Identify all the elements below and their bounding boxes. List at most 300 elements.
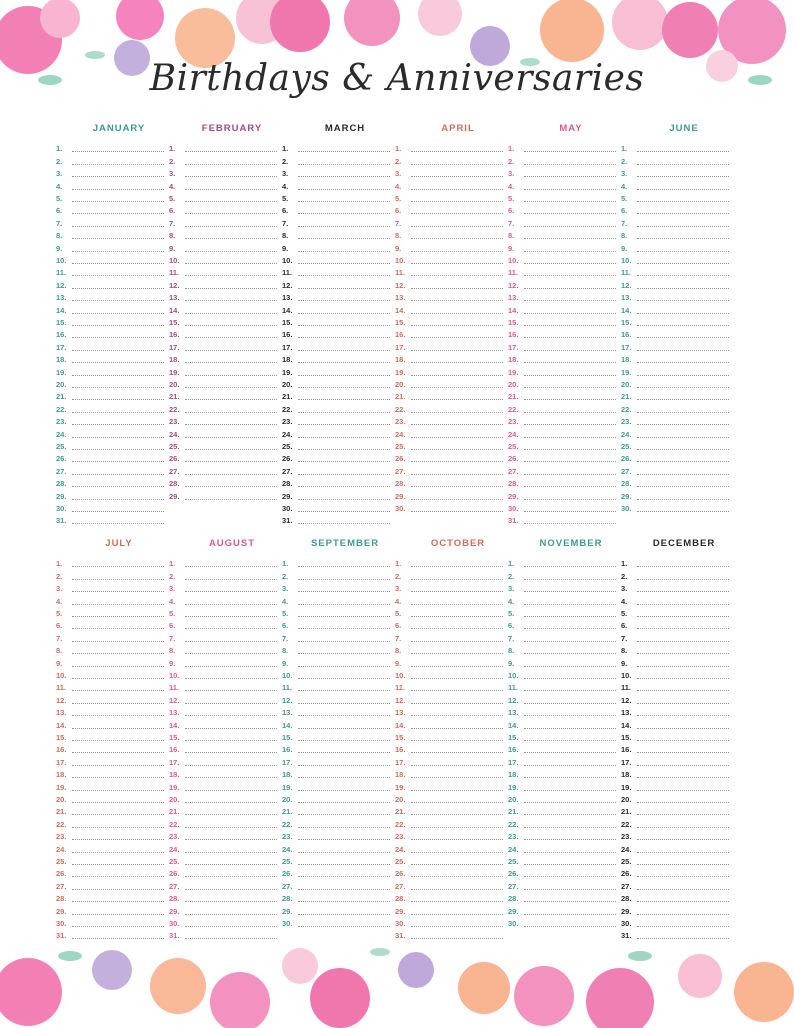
write-in-line[interactable] bbox=[524, 790, 616, 791]
write-in-line[interactable] bbox=[298, 876, 390, 877]
write-in-line[interactable] bbox=[298, 201, 390, 202]
write-in-line[interactable] bbox=[72, 300, 164, 301]
write-in-line[interactable] bbox=[524, 523, 616, 524]
write-in-line[interactable] bbox=[185, 499, 277, 500]
write-in-line[interactable] bbox=[524, 437, 616, 438]
write-in-line[interactable] bbox=[298, 412, 390, 413]
write-in-line[interactable] bbox=[411, 690, 503, 691]
write-in-line[interactable] bbox=[411, 678, 503, 679]
write-in-line[interactable] bbox=[72, 375, 164, 376]
write-in-line[interactable] bbox=[411, 839, 503, 840]
write-in-line[interactable] bbox=[637, 901, 729, 902]
write-in-line[interactable] bbox=[411, 213, 503, 214]
write-in-line[interactable] bbox=[72, 325, 164, 326]
write-in-line[interactable] bbox=[298, 151, 390, 152]
write-in-line[interactable] bbox=[185, 313, 277, 314]
write-in-line[interactable] bbox=[72, 765, 164, 766]
write-in-line[interactable] bbox=[524, 566, 616, 567]
write-in-line[interactable] bbox=[411, 387, 503, 388]
write-in-line[interactable] bbox=[185, 176, 277, 177]
write-in-line[interactable] bbox=[524, 151, 616, 152]
write-in-line[interactable] bbox=[72, 827, 164, 828]
write-in-line[interactable] bbox=[185, 914, 277, 915]
write-in-line[interactable] bbox=[298, 591, 390, 592]
write-in-line[interactable] bbox=[185, 350, 277, 351]
write-in-line[interactable] bbox=[185, 275, 277, 276]
write-in-line[interactable] bbox=[524, 765, 616, 766]
write-in-line[interactable] bbox=[637, 690, 729, 691]
write-in-line[interactable] bbox=[185, 864, 277, 865]
write-in-line[interactable] bbox=[411, 641, 503, 642]
write-in-line[interactable] bbox=[185, 889, 277, 890]
write-in-line[interactable] bbox=[72, 189, 164, 190]
write-in-line[interactable] bbox=[411, 666, 503, 667]
write-in-line[interactable] bbox=[637, 827, 729, 828]
write-in-line[interactable] bbox=[185, 486, 277, 487]
write-in-line[interactable] bbox=[298, 641, 390, 642]
write-in-line[interactable] bbox=[298, 350, 390, 351]
write-in-line[interactable] bbox=[185, 926, 277, 927]
write-in-line[interactable] bbox=[298, 288, 390, 289]
write-in-line[interactable] bbox=[72, 653, 164, 654]
write-in-line[interactable] bbox=[637, 628, 729, 629]
write-in-line[interactable] bbox=[72, 690, 164, 691]
write-in-line[interactable] bbox=[298, 864, 390, 865]
write-in-line[interactable] bbox=[72, 591, 164, 592]
write-in-line[interactable] bbox=[72, 399, 164, 400]
write-in-line[interactable] bbox=[637, 189, 729, 190]
write-in-line[interactable] bbox=[185, 300, 277, 301]
write-in-line[interactable] bbox=[72, 814, 164, 815]
write-in-line[interactable] bbox=[637, 226, 729, 227]
write-in-line[interactable] bbox=[411, 566, 503, 567]
write-in-line[interactable] bbox=[298, 176, 390, 177]
write-in-line[interactable] bbox=[298, 628, 390, 629]
write-in-line[interactable] bbox=[185, 690, 277, 691]
write-in-line[interactable] bbox=[185, 802, 277, 803]
write-in-line[interactable] bbox=[72, 263, 164, 264]
write-in-line[interactable] bbox=[72, 474, 164, 475]
write-in-line[interactable] bbox=[72, 164, 164, 165]
write-in-line[interactable] bbox=[524, 926, 616, 927]
write-in-line[interactable] bbox=[524, 325, 616, 326]
write-in-line[interactable] bbox=[411, 777, 503, 778]
write-in-line[interactable] bbox=[524, 901, 616, 902]
write-in-line[interactable] bbox=[637, 275, 729, 276]
write-in-line[interactable] bbox=[298, 814, 390, 815]
write-in-line[interactable] bbox=[185, 325, 277, 326]
write-in-line[interactable] bbox=[185, 703, 277, 704]
write-in-line[interactable] bbox=[298, 387, 390, 388]
write-in-line[interactable] bbox=[411, 703, 503, 704]
write-in-line[interactable] bbox=[411, 579, 503, 580]
write-in-line[interactable] bbox=[185, 814, 277, 815]
write-in-line[interactable] bbox=[72, 213, 164, 214]
write-in-line[interactable] bbox=[298, 461, 390, 462]
write-in-line[interactable] bbox=[411, 499, 503, 500]
write-in-line[interactable] bbox=[298, 251, 390, 252]
write-in-line[interactable] bbox=[637, 765, 729, 766]
write-in-line[interactable] bbox=[72, 715, 164, 716]
write-in-line[interactable] bbox=[524, 678, 616, 679]
write-in-line[interactable] bbox=[411, 337, 503, 338]
write-in-line[interactable] bbox=[637, 790, 729, 791]
write-in-line[interactable] bbox=[298, 263, 390, 264]
write-in-line[interactable] bbox=[298, 926, 390, 927]
write-in-line[interactable] bbox=[637, 263, 729, 264]
write-in-line[interactable] bbox=[637, 876, 729, 877]
write-in-line[interactable] bbox=[185, 238, 277, 239]
write-in-line[interactable] bbox=[524, 251, 616, 252]
write-in-line[interactable] bbox=[411, 864, 503, 865]
write-in-line[interactable] bbox=[185, 201, 277, 202]
write-in-line[interactable] bbox=[185, 579, 277, 580]
write-in-line[interactable] bbox=[637, 914, 729, 915]
write-in-line[interactable] bbox=[411, 604, 503, 605]
write-in-line[interactable] bbox=[524, 839, 616, 840]
write-in-line[interactable] bbox=[637, 238, 729, 239]
write-in-line[interactable] bbox=[72, 486, 164, 487]
write-in-line[interactable] bbox=[411, 201, 503, 202]
write-in-line[interactable] bbox=[524, 362, 616, 363]
write-in-line[interactable] bbox=[524, 827, 616, 828]
write-in-line[interactable] bbox=[411, 412, 503, 413]
write-in-line[interactable] bbox=[72, 889, 164, 890]
write-in-line[interactable] bbox=[411, 362, 503, 363]
write-in-line[interactable] bbox=[298, 313, 390, 314]
write-in-line[interactable] bbox=[637, 461, 729, 462]
write-in-line[interactable] bbox=[72, 437, 164, 438]
write-in-line[interactable] bbox=[411, 765, 503, 766]
write-in-line[interactable] bbox=[298, 777, 390, 778]
write-in-line[interactable] bbox=[72, 740, 164, 741]
write-in-line[interactable] bbox=[411, 827, 503, 828]
write-in-line[interactable] bbox=[72, 604, 164, 605]
write-in-line[interactable] bbox=[72, 876, 164, 877]
write-in-line[interactable] bbox=[72, 201, 164, 202]
write-in-line[interactable] bbox=[185, 678, 277, 679]
write-in-line[interactable] bbox=[524, 802, 616, 803]
write-in-line[interactable] bbox=[524, 641, 616, 642]
write-in-line[interactable] bbox=[185, 251, 277, 252]
write-in-line[interactable] bbox=[72, 864, 164, 865]
write-in-line[interactable] bbox=[411, 474, 503, 475]
write-in-line[interactable] bbox=[72, 616, 164, 617]
write-in-line[interactable] bbox=[298, 852, 390, 853]
write-in-line[interactable] bbox=[637, 852, 729, 853]
write-in-line[interactable] bbox=[637, 740, 729, 741]
write-in-line[interactable] bbox=[298, 604, 390, 605]
write-in-line[interactable] bbox=[298, 802, 390, 803]
write-in-line[interactable] bbox=[72, 566, 164, 567]
write-in-line[interactable] bbox=[72, 666, 164, 667]
write-in-line[interactable] bbox=[637, 641, 729, 642]
write-in-line[interactable] bbox=[298, 238, 390, 239]
write-in-line[interactable] bbox=[524, 579, 616, 580]
write-in-line[interactable] bbox=[298, 678, 390, 679]
write-in-line[interactable] bbox=[637, 313, 729, 314]
write-in-line[interactable] bbox=[411, 715, 503, 716]
write-in-line[interactable] bbox=[637, 412, 729, 413]
write-in-line[interactable] bbox=[298, 226, 390, 227]
write-in-line[interactable] bbox=[411, 728, 503, 729]
write-in-line[interactable] bbox=[411, 814, 503, 815]
write-in-line[interactable] bbox=[185, 876, 277, 877]
write-in-line[interactable] bbox=[185, 375, 277, 376]
write-in-line[interactable] bbox=[411, 511, 503, 512]
write-in-line[interactable] bbox=[185, 387, 277, 388]
write-in-line[interactable] bbox=[524, 511, 616, 512]
write-in-line[interactable] bbox=[411, 653, 503, 654]
write-in-line[interactable] bbox=[298, 914, 390, 915]
write-in-line[interactable] bbox=[72, 151, 164, 152]
write-in-line[interactable] bbox=[524, 876, 616, 877]
write-in-line[interactable] bbox=[524, 499, 616, 500]
write-in-line[interactable] bbox=[72, 424, 164, 425]
write-in-line[interactable] bbox=[298, 889, 390, 890]
write-in-line[interactable] bbox=[185, 288, 277, 289]
write-in-line[interactable] bbox=[637, 839, 729, 840]
write-in-line[interactable] bbox=[185, 790, 277, 791]
write-in-line[interactable] bbox=[298, 300, 390, 301]
write-in-line[interactable] bbox=[637, 511, 729, 512]
write-in-line[interactable] bbox=[411, 790, 503, 791]
write-in-line[interactable] bbox=[524, 350, 616, 351]
write-in-line[interactable] bbox=[411, 802, 503, 803]
write-in-line[interactable] bbox=[637, 251, 729, 252]
write-in-line[interactable] bbox=[411, 375, 503, 376]
write-in-line[interactable] bbox=[411, 889, 503, 890]
write-in-line[interactable] bbox=[524, 604, 616, 605]
write-in-line[interactable] bbox=[637, 752, 729, 753]
write-in-line[interactable] bbox=[185, 449, 277, 450]
write-in-line[interactable] bbox=[72, 251, 164, 252]
write-in-line[interactable] bbox=[72, 777, 164, 778]
write-in-line[interactable] bbox=[72, 579, 164, 580]
write-in-line[interactable] bbox=[637, 926, 729, 927]
write-in-line[interactable] bbox=[298, 827, 390, 828]
write-in-line[interactable] bbox=[637, 362, 729, 363]
write-in-line[interactable] bbox=[524, 226, 616, 227]
write-in-line[interactable] bbox=[185, 412, 277, 413]
write-in-line[interactable] bbox=[637, 604, 729, 605]
write-in-line[interactable] bbox=[298, 399, 390, 400]
write-in-line[interactable] bbox=[411, 752, 503, 753]
write-in-line[interactable] bbox=[185, 715, 277, 716]
write-in-line[interactable] bbox=[298, 765, 390, 766]
write-in-line[interactable] bbox=[524, 189, 616, 190]
write-in-line[interactable] bbox=[185, 765, 277, 766]
write-in-line[interactable] bbox=[298, 616, 390, 617]
write-in-line[interactable] bbox=[185, 852, 277, 853]
write-in-line[interactable] bbox=[411, 424, 503, 425]
write-in-line[interactable] bbox=[298, 362, 390, 363]
write-in-line[interactable] bbox=[72, 523, 164, 524]
write-in-line[interactable] bbox=[298, 189, 390, 190]
write-in-line[interactable] bbox=[637, 424, 729, 425]
write-in-line[interactable] bbox=[72, 703, 164, 704]
write-in-line[interactable] bbox=[298, 375, 390, 376]
write-in-line[interactable] bbox=[524, 213, 616, 214]
write-in-line[interactable] bbox=[411, 325, 503, 326]
write-in-line[interactable] bbox=[637, 703, 729, 704]
write-in-line[interactable] bbox=[72, 288, 164, 289]
write-in-line[interactable] bbox=[298, 275, 390, 276]
write-in-line[interactable] bbox=[411, 350, 503, 351]
write-in-line[interactable] bbox=[524, 375, 616, 376]
write-in-line[interactable] bbox=[185, 641, 277, 642]
write-in-line[interactable] bbox=[72, 926, 164, 927]
write-in-line[interactable] bbox=[72, 226, 164, 227]
write-in-line[interactable] bbox=[524, 914, 616, 915]
write-in-line[interactable] bbox=[298, 325, 390, 326]
write-in-line[interactable] bbox=[524, 176, 616, 177]
write-in-line[interactable] bbox=[411, 437, 503, 438]
write-in-line[interactable] bbox=[72, 752, 164, 753]
write-in-line[interactable] bbox=[298, 752, 390, 753]
write-in-line[interactable] bbox=[524, 300, 616, 301]
write-in-line[interactable] bbox=[298, 690, 390, 691]
write-in-line[interactable] bbox=[524, 690, 616, 691]
write-in-line[interactable] bbox=[72, 839, 164, 840]
write-in-line[interactable] bbox=[185, 827, 277, 828]
write-in-line[interactable] bbox=[637, 151, 729, 152]
write-in-line[interactable] bbox=[72, 914, 164, 915]
write-in-line[interactable] bbox=[411, 461, 503, 462]
write-in-line[interactable] bbox=[524, 666, 616, 667]
write-in-line[interactable] bbox=[185, 839, 277, 840]
write-in-line[interactable] bbox=[298, 474, 390, 475]
write-in-line[interactable] bbox=[637, 486, 729, 487]
write-in-line[interactable] bbox=[524, 752, 616, 753]
write-in-line[interactable] bbox=[524, 288, 616, 289]
write-in-line[interactable] bbox=[72, 176, 164, 177]
write-in-line[interactable] bbox=[185, 226, 277, 227]
write-in-line[interactable] bbox=[185, 653, 277, 654]
write-in-line[interactable] bbox=[298, 213, 390, 214]
write-in-line[interactable] bbox=[185, 213, 277, 214]
write-in-line[interactable] bbox=[637, 449, 729, 450]
write-in-line[interactable] bbox=[411, 914, 503, 915]
write-in-line[interactable] bbox=[72, 313, 164, 314]
write-in-line[interactable] bbox=[298, 740, 390, 741]
write-in-line[interactable] bbox=[298, 499, 390, 500]
write-in-line[interactable] bbox=[411, 926, 503, 927]
write-in-line[interactable] bbox=[185, 362, 277, 363]
write-in-line[interactable] bbox=[185, 474, 277, 475]
write-in-line[interactable] bbox=[185, 566, 277, 567]
write-in-line[interactable] bbox=[72, 412, 164, 413]
write-in-line[interactable] bbox=[185, 399, 277, 400]
write-in-line[interactable] bbox=[524, 889, 616, 890]
write-in-line[interactable] bbox=[524, 591, 616, 592]
write-in-line[interactable] bbox=[637, 653, 729, 654]
write-in-line[interactable] bbox=[524, 852, 616, 853]
write-in-line[interactable] bbox=[298, 666, 390, 667]
write-in-line[interactable] bbox=[411, 226, 503, 227]
write-in-line[interactable] bbox=[637, 666, 729, 667]
write-in-line[interactable] bbox=[637, 337, 729, 338]
write-in-line[interactable] bbox=[411, 876, 503, 877]
write-in-line[interactable] bbox=[524, 387, 616, 388]
write-in-line[interactable] bbox=[637, 213, 729, 214]
write-in-line[interactable] bbox=[411, 591, 503, 592]
write-in-line[interactable] bbox=[524, 201, 616, 202]
write-in-line[interactable] bbox=[524, 238, 616, 239]
write-in-line[interactable] bbox=[298, 164, 390, 165]
write-in-line[interactable] bbox=[411, 151, 503, 152]
write-in-line[interactable] bbox=[524, 486, 616, 487]
write-in-line[interactable] bbox=[524, 275, 616, 276]
write-in-line[interactable] bbox=[72, 350, 164, 351]
write-in-line[interactable] bbox=[72, 238, 164, 239]
write-in-line[interactable] bbox=[185, 616, 277, 617]
write-in-line[interactable] bbox=[298, 790, 390, 791]
write-in-line[interactable] bbox=[298, 839, 390, 840]
write-in-line[interactable] bbox=[185, 777, 277, 778]
write-in-line[interactable] bbox=[524, 740, 616, 741]
write-in-line[interactable] bbox=[524, 337, 616, 338]
write-in-line[interactable] bbox=[637, 777, 729, 778]
write-in-line[interactable] bbox=[637, 201, 729, 202]
write-in-line[interactable] bbox=[185, 461, 277, 462]
write-in-line[interactable] bbox=[298, 579, 390, 580]
write-in-line[interactable] bbox=[637, 474, 729, 475]
write-in-line[interactable] bbox=[411, 189, 503, 190]
write-in-line[interactable] bbox=[72, 852, 164, 853]
write-in-line[interactable] bbox=[411, 740, 503, 741]
write-in-line[interactable] bbox=[411, 399, 503, 400]
write-in-line[interactable] bbox=[298, 511, 390, 512]
write-in-line[interactable] bbox=[185, 604, 277, 605]
write-in-line[interactable] bbox=[72, 449, 164, 450]
write-in-line[interactable] bbox=[637, 164, 729, 165]
write-in-line[interactable] bbox=[411, 238, 503, 239]
write-in-line[interactable] bbox=[411, 300, 503, 301]
write-in-line[interactable] bbox=[185, 189, 277, 190]
write-in-line[interactable] bbox=[298, 728, 390, 729]
write-in-line[interactable] bbox=[72, 337, 164, 338]
write-in-line[interactable] bbox=[411, 251, 503, 252]
write-in-line[interactable] bbox=[524, 461, 616, 462]
write-in-line[interactable] bbox=[637, 715, 729, 716]
write-in-line[interactable] bbox=[72, 387, 164, 388]
write-in-line[interactable] bbox=[411, 313, 503, 314]
write-in-line[interactable] bbox=[185, 424, 277, 425]
write-in-line[interactable] bbox=[637, 802, 729, 803]
write-in-line[interactable] bbox=[411, 164, 503, 165]
write-in-line[interactable] bbox=[637, 728, 729, 729]
write-in-line[interactable] bbox=[524, 399, 616, 400]
write-in-line[interactable] bbox=[411, 449, 503, 450]
write-in-line[interactable] bbox=[411, 628, 503, 629]
write-in-line[interactable] bbox=[637, 437, 729, 438]
write-in-line[interactable] bbox=[411, 263, 503, 264]
write-in-line[interactable] bbox=[411, 616, 503, 617]
write-in-line[interactable] bbox=[72, 802, 164, 803]
write-in-line[interactable] bbox=[185, 740, 277, 741]
write-in-line[interactable] bbox=[637, 591, 729, 592]
write-in-line[interactable] bbox=[185, 628, 277, 629]
write-in-line[interactable] bbox=[298, 715, 390, 716]
write-in-line[interactable] bbox=[524, 313, 616, 314]
write-in-line[interactable] bbox=[524, 864, 616, 865]
write-in-line[interactable] bbox=[637, 678, 729, 679]
write-in-line[interactable] bbox=[411, 486, 503, 487]
write-in-line[interactable] bbox=[298, 337, 390, 338]
write-in-line[interactable] bbox=[72, 362, 164, 363]
write-in-line[interactable] bbox=[185, 666, 277, 667]
